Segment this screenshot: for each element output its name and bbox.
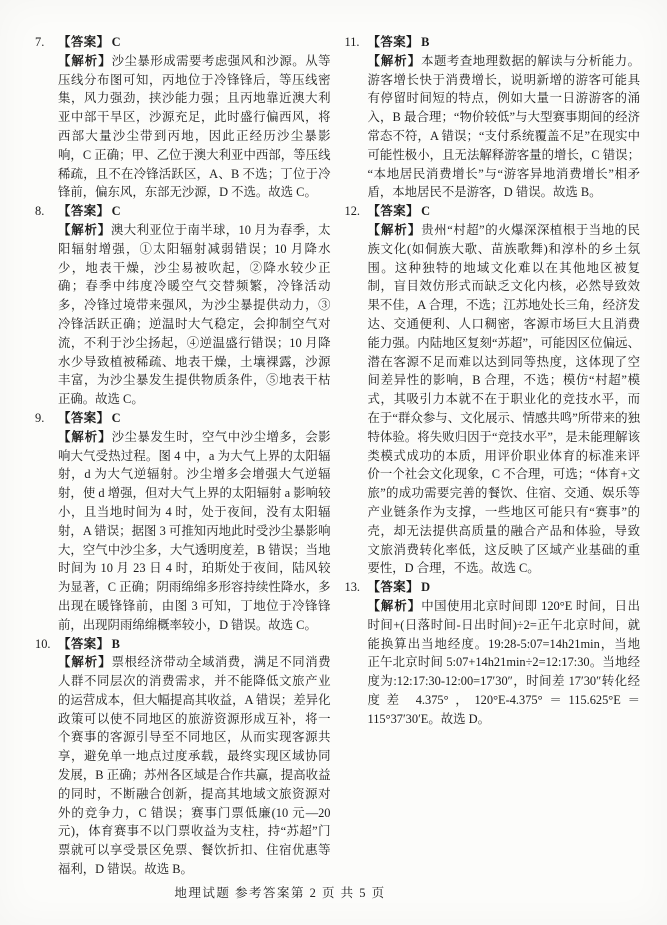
answer-label: 【答案】 xyxy=(367,204,420,219)
answer-line xyxy=(344,202,641,221)
answers-two-column-layout xyxy=(35,33,640,885)
answer-letter: C xyxy=(421,204,431,219)
question-number: 12. xyxy=(344,204,360,219)
analysis-text: 沙尘暴发生时，空气中沙尘增多，会影响大气受热过程。图 4 中，a 为大气上界的太阳辐射，d 为大气逆辐射。沙尘增多会增强大气逆辐射，使 d 增强，但对大气上界的太阳辐射 a 影响较小，且当地时间为 4 时，处于夜间，没有太阳辐射，A 错误；据图 3 可推知丙地此时受沙尘暴影响大，空气中沙尘多，大气透明度差，B 错误；当地时间为 10 月 23 日 4 时，珀斯处于夜间，陆风较为显著，C 正确；阴雨绵绵多形容持续性降水，多出现在暖锋锋前，由图 3 可知，丁地位于冷锋锋前，出现阴雨绵绵概率较小，D 错误。故选 C。 xyxy=(58,429,331,632)
analysis-text: 中国使用北京时间即 120°E 时间，日出时间+(日落时间-日出时间)÷2=正午北京时间，就能换算出当地经度。19:28-5:07=14h21min，当地正午北京时间 5:07+14h21min÷2=12:17:30。当地经度为:12:17:30-12:00=17′30″，时间差 17′30″转化经度差 4.375°，120°E-4.375°＝115.625°E＝115°37′30′E。故选 D。 xyxy=(367,598,640,726)
answer-line xyxy=(344,578,641,597)
question-number: 7. xyxy=(35,35,45,49)
analysis-label: 【解析】 xyxy=(58,53,112,68)
answer-item-12 xyxy=(345,202,641,578)
answer-line xyxy=(35,635,331,654)
answer-item-7 xyxy=(35,33,331,202)
answer-item-8 xyxy=(35,202,331,409)
answer-line xyxy=(35,409,331,428)
analysis-paragraph xyxy=(58,221,331,409)
answer-label: 【答案】 xyxy=(367,580,420,595)
answer-item-10 xyxy=(35,635,331,879)
analysis-text: 澳大利亚位于南半球，10 月为春季，太阳辐射增强，①太阳辐射减弱错误；10 月降水少，地表干燥，沙尘易被吹起，②降水较少正确；春季中纬度冷暖空气交替频繁，冷锋活动多，冷锋过境带来强风，为沙尘暴提供动力，③冷锋活跃正确；逆温时大气稳定，会抑制空气对流，不利于沙尘扬起，④逆温盛行错误；10 月降水少导致植被稀疏、地表干燥，土壤裸露，沙源丰富，为沙尘暴发生提供物质条件，⑤地表干枯正确。故选 C。 xyxy=(58,222,331,407)
analysis-label: 【解析】 xyxy=(58,655,112,670)
answer-label: 【答案】 xyxy=(58,204,110,219)
answer-label: 【答案】 xyxy=(367,35,420,49)
question-number: 10. xyxy=(35,636,51,651)
question-number: 9. xyxy=(35,410,45,425)
question-number: 11. xyxy=(344,35,360,49)
analysis-paragraph xyxy=(368,597,641,729)
answer-letter: C xyxy=(111,35,121,49)
analysis-label: 【解析】 xyxy=(58,222,111,237)
analysis-label: 【解析】 xyxy=(367,222,422,237)
analysis-text: 贵州“村超”的火爆深深植根于当地的民族文化(如侗族大歌、苗族歌舞)和淳朴的乡土氛围。这种独特的地域文化难以在其他地区被复制，盲目效仿形式而缺乏文化内核，必然导致效果不佳，A 合理，不选；江苏地处长三角，经济发达、交通便利、人口稠密，客源市场巨大且消费能力强。内陆地区复刻“苏超”，可能因区位偏远、潜在客源不足而难以达到同等热度，这体现了空间差异性的影响，B 合理，不选；模仿“村超”模式，其吸引力本就不在于职业化的竞技水平，而在于“群众参与、文化展示、情感共鸣”所带来的独特体验。将失败归因于“竞技水平”，是未能理解该类模式成功的本质，用评价职业体育的标准来评价一个社会文化现象，C 不合理，可选；“体育+文旅”的成功需要完善的餐饮、住宿、交通、娱乐等产业链条作为支撑，一些地区可能只有“赛事”的壳，却无法提供高质量的融合产品和体验，导致文旅消费转化率低，这反映了区域产业基础的重要性，D 合理，不选。故选 C。 xyxy=(367,222,641,576)
analysis-text: 票根经济带动全域消费，满足不同消费人群不同层次的消费需求，并不能降低文旅产业的运营成本，但大幅提高其收益，A 错误；差异化政策可以使不同地区的旅游资源形成互补，将一个赛事的客源引导至不同地区，从而实现客源共享，避免单一地点过度承载，最终实现区域协同发展，B 正确；苏州各区域是合作共赢，提高收益的同时，不断融合创新，提高其地域文旅资源对外的竞争力，C 错误；赛事门票低廉(10 元—20 元)，体育赛事不以门票收益为支柱，持“苏超”门票就可以享受景区免票、餐饮折扣、住宿优惠等福利，D 错误。故选 B。 xyxy=(58,655,331,877)
answer-letter: D xyxy=(421,580,431,595)
analysis-paragraph xyxy=(58,653,331,879)
analysis-label: 【解析】 xyxy=(58,429,112,444)
page-footer: 地理试题 参考答案第 2 页 共 5 页 xyxy=(174,886,386,900)
analysis-paragraph xyxy=(58,52,331,202)
answer-line xyxy=(35,33,331,52)
answer-item-13 xyxy=(345,578,641,728)
answer-letter: B xyxy=(421,35,430,49)
answer-line xyxy=(35,202,331,221)
answer-letter: C xyxy=(111,204,121,219)
analysis-label: 【解析】 xyxy=(367,598,422,613)
question-number: 8. xyxy=(35,204,45,219)
answer-item-11 xyxy=(345,33,641,202)
answer-label: 【答案】 xyxy=(58,410,110,425)
analysis-paragraph xyxy=(368,221,641,578)
answer-letter: C xyxy=(111,410,121,425)
analysis-paragraph xyxy=(58,428,331,635)
answer-letter: B xyxy=(111,636,120,651)
answer-line xyxy=(344,33,641,52)
answer-label: 【答案】 xyxy=(58,636,110,651)
analysis-label: 【解析】 xyxy=(367,53,422,68)
question-number: 13. xyxy=(344,580,360,595)
analysis-text: 沙尘暴形成需要考虑强风和沙源。从等压线分布图可知，丙地位于冷锋锋后，等压线密集，风力强劲，挟沙能力强；且丙地靠近澳大利亚中部干旱区，沙源充足，此时盛行偏西风，将西部大量沙尘带到丙地，因此正经历沙尘暴影响，C 正确；甲、乙位于澳大利亚中西部，等压线稀疏，且不在冷锋活跃区，A、B 不选；丁位于冷锋前，偏东风，东部无沙源，D 不选。故选 C。 xyxy=(58,53,331,200)
analysis-paragraph xyxy=(368,52,641,202)
answer-item-9 xyxy=(35,409,331,635)
analysis-text: 本题考查地理数据的解读与分析能力。游客增长快于消费增长，说明新增的游客可能具有停留时间短的特点，例如大量一日游游客的涌入，B 最合理；“物价较低”与大型赛事期间的经济常态不符，A 错误；“支付系统覆盖不足”在现实中可能性极小，且无法解释游客量的增长，C 错误；“本地居民消费增长”与“游客异地消费增长”相矛盾，本地居民不是游客，D 错误。故选 B。 xyxy=(367,53,641,200)
answer-label: 【答案】 xyxy=(58,35,110,49)
